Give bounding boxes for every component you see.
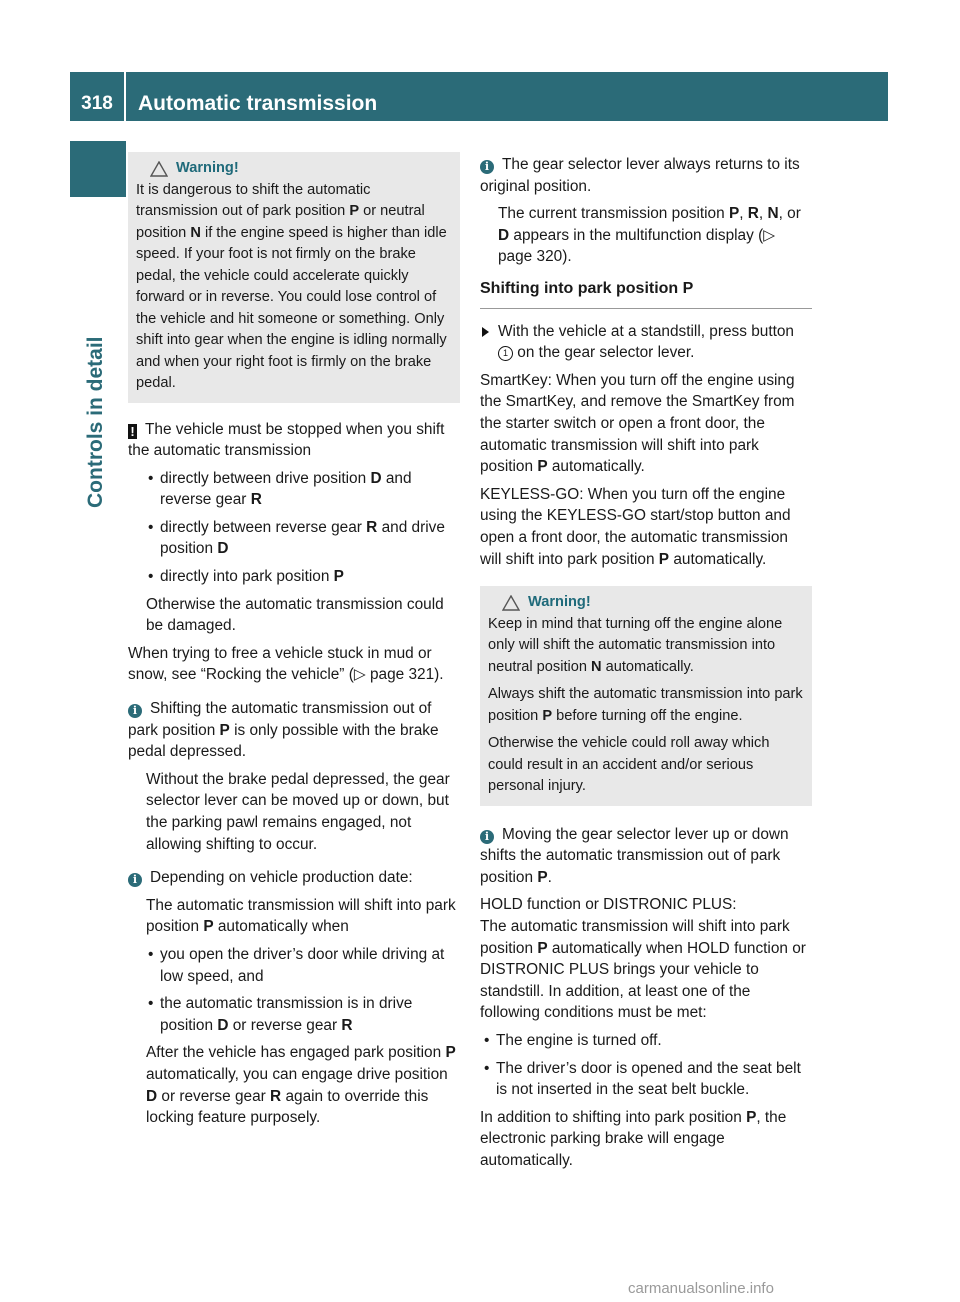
warning-text: Otherwise the vehicle could roll away which could result in an accident and/or serious personal injury.	[488, 735, 770, 795]
list-item: • the automatic transmission is in drive position D or reverse gear R	[128, 993, 460, 1036]
warning-triangle-icon	[150, 161, 168, 177]
warning-text: It is dangerous to shift the automatic transmission out of park position P or neutral position N if the engine speed is higher than idle speed. If your foot is not firmly on the brake pedal, the vehicle could accelerate quickly forward or in reverse. You could lose control of the vehicle and hit someone or something. Only shift into gear when the engine is idling normally and when your right foot is firmly on the brake pedal.	[136, 181, 447, 391]
info-note-2-text: The automatic transmission will shift into park position P automatically when	[146, 896, 456, 936]
instruction-step: With the vehicle at a standstill, press button 1 on the gear selector lever.	[480, 321, 812, 364]
info-note-2-outro: After the vehicle has engaged park position P automatically, you can engage drive position D or reverse gear R again to override this locking feature purposely.	[146, 1044, 456, 1127]
caution-icon: !	[128, 424, 137, 439]
keyless-note: KEYLESS-GO: When you turn off the engine using the KEYLESS-GO start/stop button and open a front door, the automatic transmission will shift into park position P automatically.	[480, 485, 791, 568]
smartkey-note: SmartKey: When you turn off the engine using the SmartKey, and remove the SmartKey from the starter switch or open a front door, the automatic transmission will shift into park position P automatically.	[480, 371, 795, 476]
info-icon: i	[128, 873, 142, 887]
warning-box-left	[128, 152, 460, 403]
list-item: • The driver’s door is opened and the seat belt is not inserted in the seat belt buckle.	[480, 1058, 812, 1101]
info-note-top-more: The current transmission position P, R, N, or D appears in the multifunction display (▷ page 320).	[498, 205, 801, 266]
step-arrow-icon	[482, 327, 489, 337]
info-note-2: i Depending on vehicle production date:	[128, 867, 460, 889]
warning-title: Warning!	[176, 160, 239, 176]
right-column	[480, 154, 812, 1178]
caution-note: ! The vehicle must be stopped when you shift the automatic transmission	[128, 420, 445, 460]
warning-title: Warning!	[528, 594, 591, 611]
info-icon: i	[480, 160, 494, 174]
side-section-label: Controls in detail	[84, 336, 107, 508]
info-note-1: i Shifting the automatic transmission out of park position P is only possible with the brake pedal depressed.	[128, 700, 439, 761]
button-callout-icon: 1	[498, 346, 513, 361]
warning-text: Always shift the automatic transmission into park position P before turning off the engine.	[488, 686, 803, 724]
warning-text: Keep in mind that turning off the engine alone only will shift the automatic transmission into neutral position N automatically.	[488, 615, 783, 675]
warning-triangle-icon	[502, 595, 520, 611]
final-note: In addition to shifting into park position P, the electronic parking brake will engage automatically.	[480, 1108, 787, 1169]
list-item: • directly between drive position D and reverse gear R	[128, 468, 460, 511]
info-note-top: i The gear selector lever always returns to its original position.	[480, 156, 800, 195]
page-header	[70, 72, 888, 121]
page-title: Automatic transmission	[138, 92, 378, 115]
watermark: carmanualsonline.info	[628, 1280, 774, 1297]
side-tab-marker	[70, 141, 126, 197]
page-number: 318	[70, 72, 126, 121]
list-item: • you open the driver’s door while driving at low speed, and	[128, 944, 460, 987]
section-heading: Shifting into park position P	[480, 278, 812, 309]
hold-function-note: HOLD function or DISTRONIC PLUS: The automatic transmission will shift into park position P automatically when HOLD function or DISTRONIC PLUS brings your vehicle to standstill. In addition, at least one of the following conditions must be met:	[480, 896, 806, 1022]
list-item: • The engine is turned off.	[480, 1030, 812, 1052]
list-item: • directly between reverse gear R and drive position D	[128, 517, 460, 560]
list-item: • directly into park position P	[128, 566, 460, 588]
caution-outro: Otherwise the automatic transmission could be damaged.	[146, 595, 444, 635]
left-column	[128, 152, 460, 1135]
info-note-1-more: Without the brake pedal depressed, the gear selector lever can be moved up or down, but the parking pawl remains engaged, not allowing shifting to occur.	[146, 770, 450, 853]
info-icon: i	[128, 704, 142, 718]
stuck-vehicle-note: When trying to free a vehicle stuck in mud or snow, see “Rocking the vehicle” (▷ page 321).	[128, 644, 444, 684]
info-icon: i	[480, 830, 494, 844]
info-note-bottom: i Moving the gear selector lever up or down shifts the automatic transmission out of park position P.	[480, 825, 789, 886]
warning-box-right	[480, 586, 812, 806]
